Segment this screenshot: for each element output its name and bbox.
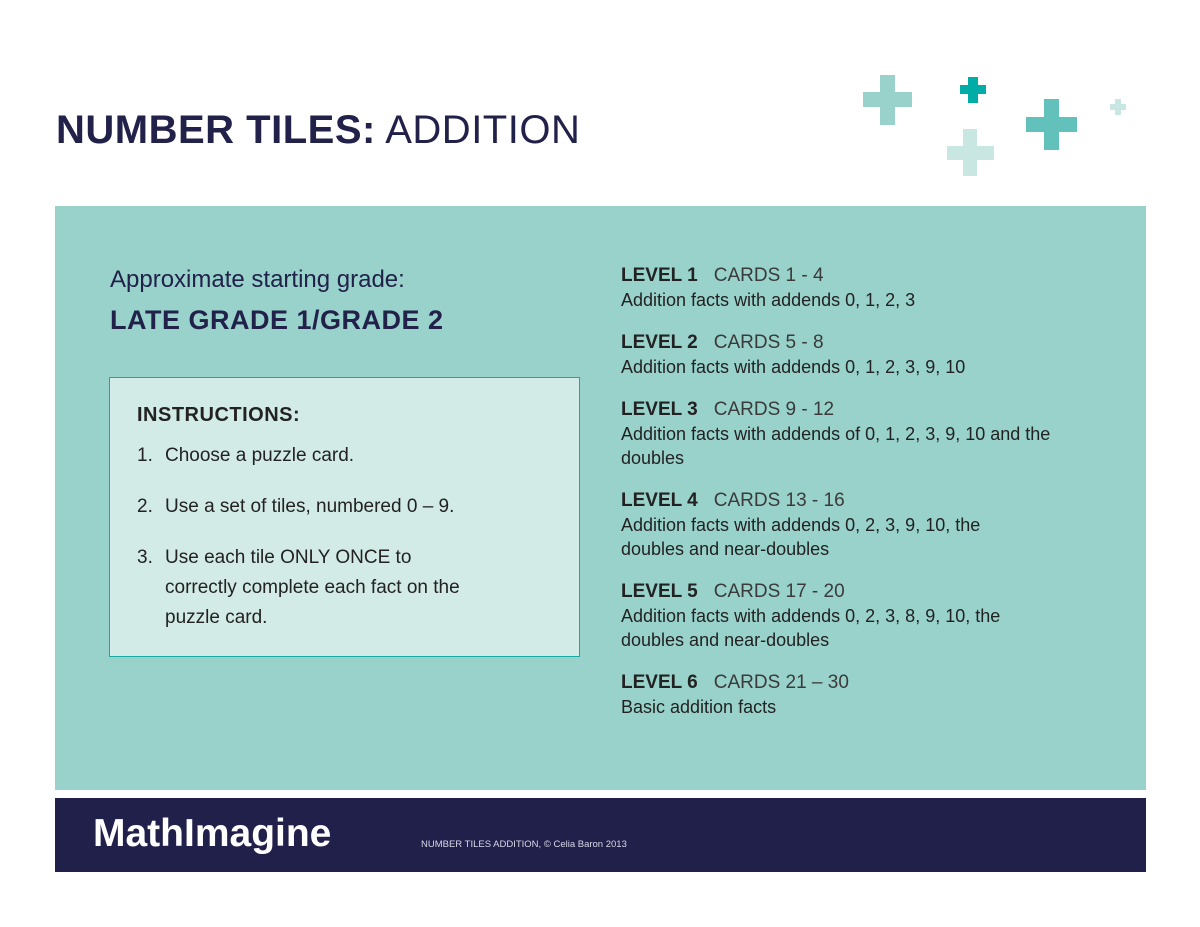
copyright-text: NUMBER TILES ADDITION, © Celia Baron 2013 bbox=[421, 839, 627, 850]
plus-icon bbox=[1110, 99, 1126, 115]
mathimagine-logo: MathImagine bbox=[93, 812, 332, 855]
level-item: LEVEL 1 CARDS 1 - 4 Addition facts with addends 0, 1, 2, 3 bbox=[621, 265, 916, 310]
page-title: NUMBER TILES: ADDITION bbox=[56, 108, 581, 152]
instruction-step: 1. Choose a puzzle card. bbox=[137, 445, 355, 466]
level-item: LEVEL 3 CARDS 9 - 12 Addition facts with addends of 0, 1, 2, 3, 9, 10 and the doubles bbox=[621, 399, 1051, 468]
level-item: LEVEL 4 CARDS 13 - 16 Addition facts with addends 0, 2, 3, 9, 10, the doubles and near-doubles bbox=[621, 490, 981, 559]
instructions-box bbox=[109, 377, 580, 657]
instruction-step: 3. Use each tile ONLY ONCE to correctly complete each fact on the puzzle card. bbox=[137, 547, 460, 628]
footer bbox=[55, 798, 1146, 872]
instruction-step: 2. Use a set of tiles, numbered 0 – 9. bbox=[137, 496, 455, 517]
plus-icon bbox=[1026, 99, 1077, 150]
level-item: LEVEL 6 CARDS 21 – 30 Basic addition facts bbox=[621, 672, 849, 717]
levels-list bbox=[621, 264, 1071, 738]
plus-icon bbox=[863, 75, 912, 125]
plus-icon bbox=[947, 129, 994, 176]
level-item: LEVEL 5 CARDS 17 - 20 Addition facts with addends 0, 2, 3, 8, 9, 10, the doubles and near-doubles bbox=[621, 581, 1001, 650]
level-item: LEVEL 2 CARDS 5 - 8 Addition facts with addends 0, 1, 2, 3, 9, 10 bbox=[621, 332, 966, 377]
instructions-heading: INSTRUCTIONS: bbox=[137, 404, 301, 426]
grade-value: LATE GRADE 1/GRADE 2 bbox=[110, 305, 444, 335]
grade-label: Approximate starting grade: bbox=[110, 266, 405, 293]
plus-icon bbox=[960, 77, 986, 103]
plus-decorations-icon bbox=[0, 0, 1200, 200]
